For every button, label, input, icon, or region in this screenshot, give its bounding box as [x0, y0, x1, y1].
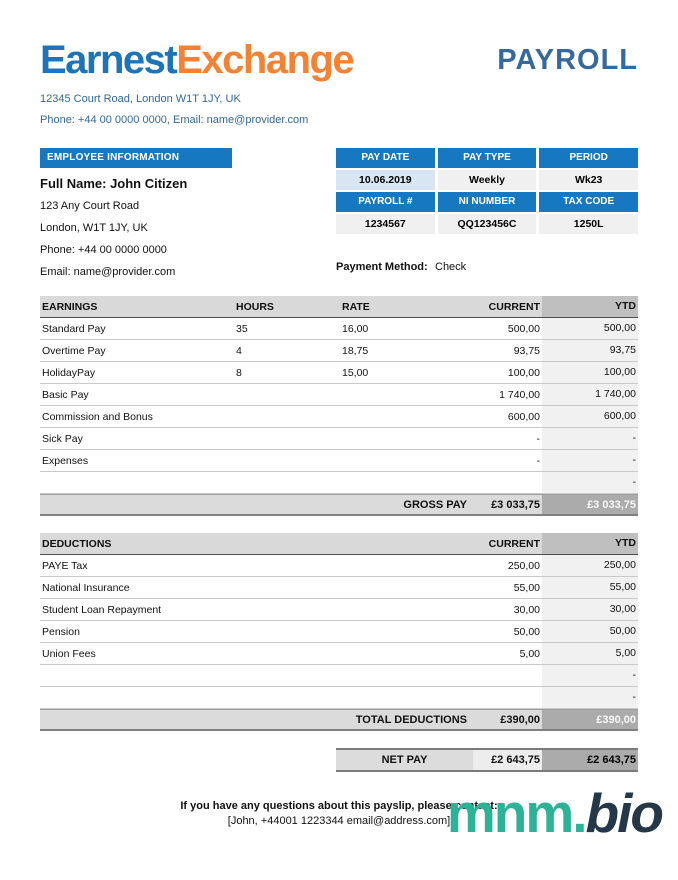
company-address-line: 12345 Court Road, London W1T 1JY, UK: [40, 93, 241, 105]
earnings-current: 600,00: [507, 410, 540, 423]
pay-info-block: [336, 148, 638, 279]
payment-method-value: Check: [435, 261, 467, 273]
earnings-header-row: [40, 296, 638, 318]
total-deductions-current: £390,00: [500, 713, 540, 726]
earnings-ytd: -: [542, 450, 638, 471]
deduction-label: PAYE Tax: [42, 559, 88, 572]
deduction-ytd: 55,00: [542, 577, 638, 598]
earnings-rate: 18,75: [342, 344, 369, 357]
gross-pay-row: [40, 494, 638, 516]
total-deductions-label: TOTAL DEDUCTIONS: [355, 713, 467, 726]
earnings-header-label: EARNINGS: [42, 300, 98, 313]
earnings-label: Standard Pay: [42, 322, 106, 335]
employee-info-block: [40, 148, 336, 279]
table-row: [40, 340, 638, 362]
table-row: [40, 577, 638, 599]
deduction-label: National Insurance: [42, 581, 130, 594]
earnings-table: [40, 296, 638, 516]
pay-type-value: Weekly: [438, 170, 537, 190]
deductions-table: [40, 533, 638, 731]
deduction-current: 55,00: [513, 581, 540, 594]
earnings-ytd: 100,00: [542, 362, 638, 383]
earnings-hours: 8: [236, 366, 242, 379]
employee-info-header: EMPLOYEE INFORMATION: [40, 148, 232, 168]
deduction-ytd: 250,00: [542, 555, 638, 576]
table-row: [40, 450, 638, 472]
page-header: [40, 40, 638, 80]
earnings-current: 93,75: [513, 344, 540, 357]
tax-code-header: TAX CODE: [539, 192, 638, 212]
logo-text-earnest: Earnest: [40, 38, 177, 82]
earnings-label: Expenses: [42, 454, 89, 467]
earnings-label: HolidayPay: [42, 366, 96, 379]
earnings-ytd: 1 740,00: [542, 384, 638, 405]
deduction-ytd: -: [542, 665, 638, 686]
earnings-rate: 15,00: [342, 366, 369, 379]
total-deductions-ytd: £390,00: [542, 710, 638, 729]
deductions-header-label: DEDUCTIONS: [42, 537, 112, 550]
earnings-header-current: CURRENT: [488, 300, 540, 313]
table-row: [40, 362, 638, 384]
gross-pay-ytd: £3 033,75: [542, 495, 638, 514]
pay-type-header: PAY TYPE: [438, 148, 537, 168]
table-row: [40, 643, 638, 665]
table-row: [40, 384, 638, 406]
employee-full-name: Full Name: John Citizen: [40, 176, 188, 191]
deduction-ytd: 30,00: [542, 599, 638, 620]
net-pay-current: £2 643,75: [473, 750, 542, 770]
total-deductions-row: [40, 709, 638, 731]
logo-text-exchange: Exchange: [176, 38, 354, 82]
earnings-header-hours: HOURS: [236, 300, 274, 313]
table-row: [40, 406, 638, 428]
table-row: [40, 318, 638, 340]
watermark-dot: .: [572, 782, 586, 844]
deductions-header-current: CURRENT: [488, 537, 540, 550]
table-row: [40, 428, 638, 450]
earnings-hours: 35: [236, 322, 248, 335]
deduction-current: 250,00: [507, 559, 540, 572]
table-row: [40, 472, 638, 494]
deductions-header-ytd: YTD: [542, 533, 638, 554]
employee-email: Email: name@provider.com: [40, 266, 176, 278]
deductions-header-row: [40, 533, 638, 555]
info-section: [40, 148, 638, 279]
watermark-mnm: mnm: [446, 782, 573, 844]
company-contact-line: Phone: +44 00 0000 0000, Email: name@provider.com: [40, 114, 309, 126]
gross-pay-current: £3 033,75: [491, 498, 540, 511]
period-header: PERIOD: [539, 148, 638, 168]
ni-number-header: NI NUMBER: [438, 192, 537, 212]
table-row: [40, 687, 638, 709]
earnings-label: Commission and Bonus: [42, 410, 153, 423]
earnings-current: 500,00: [507, 322, 540, 335]
deduction-label: Pension: [42, 625, 80, 638]
earnings-header-rate: RATE: [342, 300, 370, 313]
earnings-current: 1 740,00: [499, 388, 540, 401]
earnings-current: 100,00: [507, 366, 540, 379]
net-pay-ytd: £2 643,75: [542, 750, 638, 770]
deduction-label: Union Fees: [42, 647, 96, 660]
gross-pay-label: GROSS PAY: [403, 498, 467, 511]
payroll-number-value: 1234567: [336, 214, 435, 234]
payment-method-label: Payment Method:: [336, 261, 428, 273]
deduction-current: 30,00: [513, 603, 540, 616]
footer-contact-heading: If you have any questions about this payslip, please contact:: [180, 800, 498, 812]
earnings-header-ytd: YTD: [542, 296, 638, 317]
table-row: [40, 665, 638, 687]
payroll-number-header: PAYROLL #: [336, 192, 435, 212]
pay-date-header: PAY DATE: [336, 148, 435, 168]
earnings-ytd: 500,00: [542, 318, 638, 339]
net-pay-label: NET PAY: [336, 750, 473, 770]
employee-address-line1: 123 Any Court Road: [40, 200, 140, 212]
watermark-logo: [446, 782, 662, 844]
deduction-ytd: 5,00: [542, 643, 638, 664]
deduction-current: 5,00: [519, 647, 540, 660]
earnings-ytd: -: [542, 428, 638, 449]
net-pay-row: [336, 748, 638, 772]
earnings-label: Basic Pay: [42, 388, 89, 401]
earnings-label: Sick Pay: [42, 432, 83, 445]
earnings-ytd: 93,75: [542, 340, 638, 361]
earnings-ytd: 600,00: [542, 406, 638, 427]
deduction-ytd: -: [542, 687, 638, 708]
table-row: [40, 555, 638, 577]
table-row: [40, 621, 638, 643]
earnings-hours: 4: [236, 344, 242, 357]
document-title: PAYROLL: [497, 44, 638, 76]
period-value: Wk23: [539, 170, 638, 190]
ni-number-value: QQ123456C: [438, 214, 537, 234]
deduction-current: 50,00: [513, 625, 540, 638]
deduction-ytd: 50,00: [542, 621, 638, 642]
earnings-rate: 16,00: [342, 322, 369, 335]
watermark-bio: bio: [585, 782, 662, 844]
earnings-ytd: -: [542, 472, 638, 493]
earnings-label: Overtime Pay: [42, 344, 106, 357]
employee-address-line2: London, W1T 1JY, UK: [40, 222, 148, 234]
pay-date-value: 10.06.2019: [336, 170, 435, 190]
company-address: [40, 89, 308, 131]
tax-code-value: 1250L: [539, 214, 638, 234]
earnings-current: -: [536, 454, 540, 467]
company-logo: [40, 40, 353, 80]
footer-contact-details: [John, +44001 1223344 email@address.com]: [227, 815, 451, 827]
employee-phone: Phone: +44 00 0000 0000: [40, 244, 167, 256]
payment-method-row: [336, 261, 638, 273]
earnings-current: -: [536, 432, 540, 445]
table-row: [40, 599, 638, 621]
pay-info-table: [336, 148, 638, 234]
deduction-label: Student Loan Repayment: [42, 603, 162, 616]
